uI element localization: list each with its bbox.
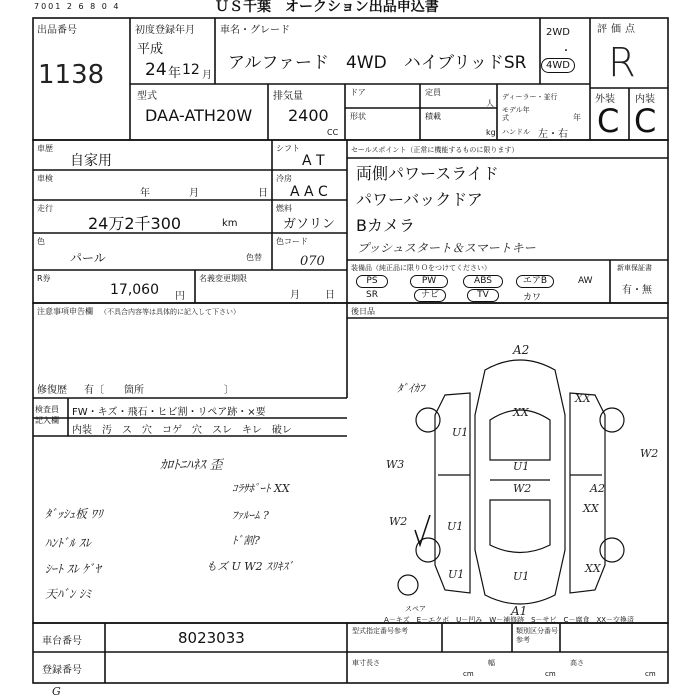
ext-label: 外装 bbox=[595, 94, 615, 105]
note-line-7: ﾌｧﾙｰﾑ ? bbox=[232, 509, 269, 522]
capacity-label: 定員 bbox=[425, 88, 441, 97]
mark-a1: A1 bbox=[511, 604, 528, 618]
reg-month: 12 bbox=[182, 62, 200, 78]
reg-year: 24 bbox=[145, 60, 167, 80]
mark-u1-3: U1 bbox=[447, 520, 464, 533]
mark-w3: W3 bbox=[386, 458, 405, 471]
cm-unit-2: cm bbox=[545, 670, 556, 678]
color-code-label: 色コード bbox=[276, 237, 308, 246]
mileage-label: 走行 bbox=[37, 204, 53, 213]
new-card-value: 有・無 bbox=[622, 285, 652, 296]
equip-leather: カワ bbox=[523, 293, 542, 303]
equip-abs: ABS bbox=[463, 275, 503, 288]
color-value: パール bbox=[70, 251, 106, 265]
form-title: ＵＳ千葉 オークション出品申込書 bbox=[215, 0, 439, 15]
displacement: 2400 bbox=[288, 106, 329, 125]
equip-pw: PW bbox=[410, 275, 448, 288]
door-label: ドア bbox=[350, 88, 366, 97]
mileage: 24万2千300 bbox=[88, 214, 182, 233]
displacement-label: 排気量 bbox=[273, 91, 303, 102]
grade-score: R bbox=[608, 40, 636, 86]
width-label: 幅 bbox=[488, 659, 495, 667]
insp-year-unit: 年 bbox=[140, 188, 150, 199]
new-card-label: 新車保証書 bbox=[617, 264, 652, 272]
insp-month-unit: 月 bbox=[189, 188, 199, 199]
check-row-1: FW・キズ・飛石・ヒビ割・リペア跡・×要 bbox=[72, 407, 266, 418]
ac-label: 冷房 bbox=[276, 174, 292, 183]
cc-unit: CC bbox=[327, 128, 339, 137]
length-label: 車寸長さ bbox=[352, 659, 380, 667]
type-cert-label: 型式指定番号参考 bbox=[352, 627, 408, 635]
ext-grade: C bbox=[597, 102, 620, 140]
year-unit: 年 bbox=[573, 113, 581, 122]
shape-label: 形状 bbox=[350, 112, 366, 121]
lot-no: 1138 bbox=[38, 60, 105, 90]
diagram-label: 後日品 bbox=[351, 307, 375, 316]
lot-strip: 7001 2 6 8 0 4 bbox=[34, 2, 121, 11]
km-unit: km bbox=[222, 218, 238, 229]
check-row-2: 内装 汚 ス 穴 コゲ 穴 スレ キレ 破レ bbox=[72, 425, 292, 436]
mark-u1-2: U1 bbox=[513, 460, 530, 473]
mark-a2-right: A2 bbox=[590, 482, 605, 495]
sales-label: セールスポイント（正常に機能するものに限ります） bbox=[351, 146, 519, 154]
note-line-5: ｼｰﾄ ｽﾚ ｹﾞﾔ bbox=[45, 562, 101, 576]
history-label: 車歴 bbox=[37, 144, 53, 153]
equip-aw: AW bbox=[578, 276, 593, 286]
sales-point-1: 両側パワースライド bbox=[356, 164, 499, 183]
notice-day: 日 bbox=[325, 290, 335, 301]
reg-no-label: 登録番号 bbox=[42, 665, 82, 676]
sales-point-2: パワーバックドア bbox=[356, 190, 483, 209]
damage-legend: A－キズ E－エクボ U－凹み W－補修跡 S－サビ C－腐食 XX－交換済 bbox=[384, 616, 635, 624]
note-line-4: ﾊﾝﾄﾞﾙ ｽﾚ bbox=[45, 536, 91, 550]
unit-year: 年 bbox=[168, 66, 182, 81]
payload-label: 積載 bbox=[425, 112, 441, 121]
notes-sub: （不具合内容等は具体的に記入して下さい） bbox=[100, 308, 240, 316]
equip-sr: SR bbox=[366, 290, 378, 300]
yen-unit: 円 bbox=[175, 291, 185, 302]
chassis-label: 車台番号 bbox=[42, 636, 82, 647]
color-label: 色 bbox=[37, 237, 45, 246]
sales-point-3: Bカメラ bbox=[356, 216, 415, 235]
car-name: アルファード 4WD ハイブリッドSR bbox=[228, 53, 527, 73]
class-label: 類別区分番号参考 bbox=[516, 627, 558, 644]
cm-unit-3: cm bbox=[645, 670, 656, 678]
note-line-9: もズ U W2 ｽﾘｷｽﾞ bbox=[206, 560, 294, 573]
recycle-label: R券 bbox=[37, 274, 51, 283]
mark-u1-1: U1 bbox=[452, 426, 469, 439]
note-line-8: ﾄﾞ割? bbox=[232, 534, 260, 547]
color-code: 070 bbox=[300, 254, 325, 269]
mark-w2-1: W2 bbox=[640, 447, 659, 460]
mark-w2-2: W2 bbox=[513, 482, 532, 495]
handle-label: ハンドル bbox=[502, 128, 530, 136]
kg-unit: kg bbox=[486, 128, 496, 137]
fuel: ガソリン bbox=[283, 217, 336, 232]
mark-dash: ﾀﾞｲｶﾌ bbox=[397, 382, 425, 395]
lot-no-label: 出品番号 bbox=[37, 25, 77, 36]
mark-a2-top: A2 bbox=[513, 343, 530, 357]
equip-navi: ナビ bbox=[414, 289, 446, 302]
color-no-label: 色替 bbox=[246, 253, 262, 262]
unit-month: 月 bbox=[202, 70, 212, 81]
notice-month: 月 bbox=[290, 290, 300, 301]
note-line-3: ﾀﾞｯｼｭ板 ﾜﾘ bbox=[45, 507, 103, 521]
equip-tv: TV bbox=[467, 289, 499, 302]
mark-u1-5: U1 bbox=[448, 568, 465, 581]
inspector-label: 検査員記入欄 bbox=[35, 405, 59, 425]
mark-w2-3: W2 bbox=[389, 515, 408, 528]
notice-label: 名義変更期限 bbox=[199, 274, 247, 283]
model-label: 型式 bbox=[137, 91, 157, 102]
int-label: 内装 bbox=[635, 94, 655, 105]
mark-u1-4: U1 bbox=[513, 570, 530, 583]
notes-label: 注意事項申告欄 bbox=[37, 307, 93, 316]
sales-handwritten: プッシュスタート＆スマートキー bbox=[357, 241, 536, 255]
drive-4wd: 4WD bbox=[541, 58, 575, 73]
note-line-1: ｶﾛﾄﾆﾊﾈｽ 歪 bbox=[160, 458, 223, 473]
equipment-label: 装備品（純正品に限りＯをつけてください） bbox=[351, 264, 491, 272]
spare-label: スペア bbox=[405, 605, 426, 613]
first-reg-label: 初度登録年月 bbox=[135, 25, 195, 36]
cm-unit-1: cm bbox=[463, 670, 474, 678]
height-label: 高さ bbox=[570, 659, 584, 667]
stray-mark: G bbox=[52, 685, 61, 698]
mark-xx-4: XX bbox=[585, 562, 601, 575]
note-line-2: ｺﾗｻﾎﾟｰﾄ XX bbox=[232, 482, 290, 495]
shift-label: シフト bbox=[276, 144, 300, 153]
model-code: DAA-ATH20W bbox=[145, 106, 253, 125]
mark-xx-3: XX bbox=[583, 502, 599, 515]
repair-value: 有〔 箇所 〕 bbox=[84, 385, 234, 396]
mark-xx-1: XX bbox=[513, 406, 529, 419]
insp-day-unit: 日 bbox=[258, 188, 268, 199]
ac: A A C bbox=[290, 184, 328, 200]
equip-airbag: エアB bbox=[516, 275, 554, 288]
name-label: 車名・グレード bbox=[220, 25, 290, 36]
drive-2wd: 2WD bbox=[546, 27, 570, 38]
era: 平成 bbox=[137, 42, 164, 57]
note-line-6: 天ﾊﾞﾝ ｼﾐ bbox=[45, 587, 91, 601]
int-grade: C bbox=[634, 102, 657, 140]
person-unit: 人 bbox=[486, 99, 494, 108]
model-year-label: モデル年式 bbox=[502, 106, 530, 122]
shift: A T bbox=[302, 153, 325, 169]
equip-ps: PS bbox=[356, 275, 388, 288]
repair-label: 修復歴 bbox=[37, 385, 67, 396]
inspection-label: 車検 bbox=[37, 174, 53, 183]
fuel-label: 燃料 bbox=[276, 204, 292, 213]
dealer-label: ディーラー・並行 bbox=[502, 93, 558, 101]
chassis-number: 8023033 bbox=[178, 629, 245, 647]
handle-value: 左・右 bbox=[538, 129, 568, 140]
recycle-value: 17,060 bbox=[110, 282, 159, 298]
mark-xx-2: XX bbox=[575, 392, 591, 405]
history-value: 自家用 bbox=[70, 153, 112, 169]
grade-label: 評価点 bbox=[597, 24, 639, 35]
